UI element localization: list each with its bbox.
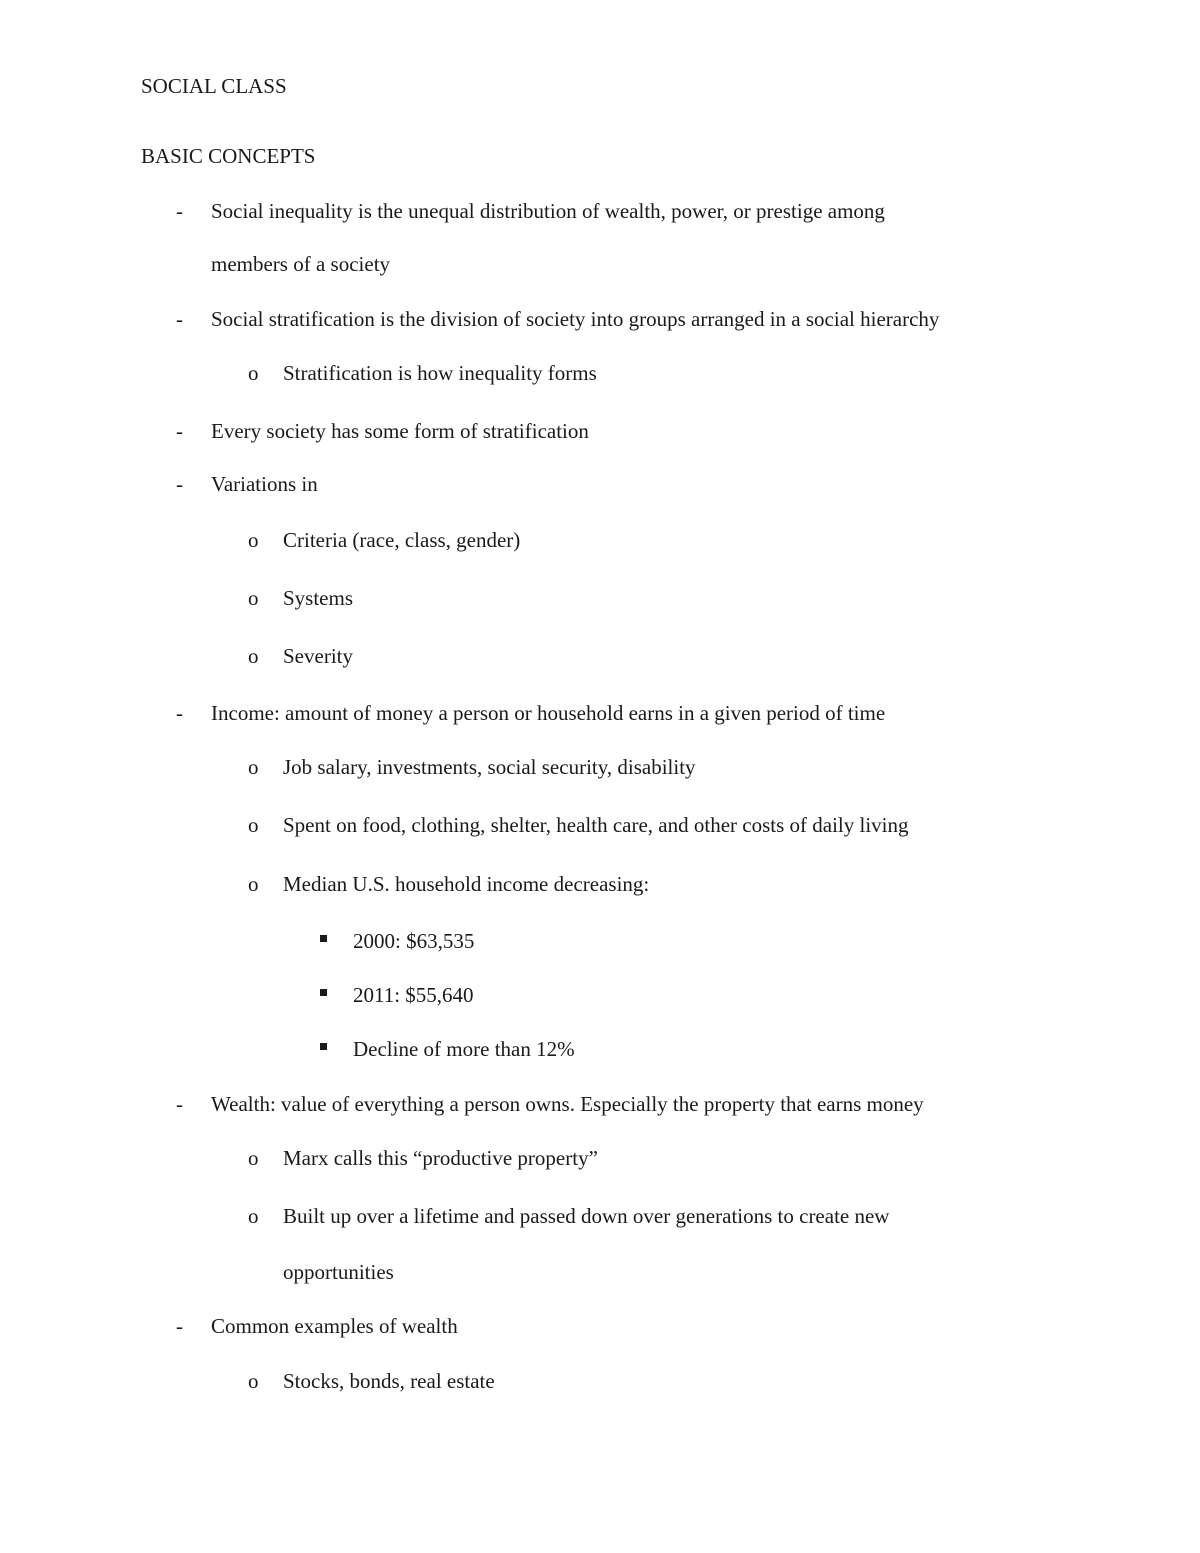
circle-bullet: o bbox=[248, 755, 259, 779]
circle-bullet: o bbox=[248, 1146, 259, 1170]
list-item-common-examples: Common examples of wealth bbox=[211, 1314, 458, 1338]
dash-bullet: - bbox=[176, 1314, 183, 1338]
square-bullet bbox=[320, 935, 327, 942]
square-bullet bbox=[320, 989, 327, 996]
sub-item-built-up-continued: opportunities bbox=[283, 1260, 394, 1284]
section-heading: BASIC CONCEPTS bbox=[141, 144, 316, 168]
sub-sub-item-2011: 2011: $55,640 bbox=[353, 983, 474, 1007]
list-item-social-inequality-continued: members of a society bbox=[211, 252, 391, 276]
dash-bullet: - bbox=[176, 1092, 183, 1116]
sub-item-stratification-inequality: Stratification is how inequality forms bbox=[283, 361, 597, 385]
circle-bullet: o bbox=[248, 586, 259, 610]
sub-item-systems: Systems bbox=[283, 586, 354, 610]
dash-bullet: - bbox=[176, 472, 183, 496]
document-title: SOCIAL CLASS bbox=[141, 74, 287, 98]
sub-item-severity: Severity bbox=[283, 644, 353, 668]
sub-sub-item-decline: Decline of more than 12% bbox=[353, 1037, 575, 1061]
list-item-variations: Variations in bbox=[211, 472, 318, 496]
dash-bullet: - bbox=[176, 199, 183, 223]
sub-item-spent-on: Spent on food, clothing, shelter, health care, and other costs of daily living bbox=[283, 813, 909, 837]
sub-item-median-income: Median U.S. household income decreasing: bbox=[283, 872, 650, 896]
circle-bullet: o bbox=[248, 528, 259, 552]
circle-bullet: o bbox=[248, 1204, 259, 1228]
dash-bullet: - bbox=[176, 419, 183, 443]
circle-bullet: o bbox=[248, 644, 259, 668]
circle-bullet: o bbox=[248, 361, 259, 385]
list-item-income: Income: amount of money a person or household earns in a given period of time bbox=[211, 701, 886, 725]
sub-item-marx: Marx calls this “productive property” bbox=[283, 1146, 598, 1170]
sub-item-built-up: Built up over a lifetime and passed down over generations to create new bbox=[283, 1204, 890, 1228]
list-item-social-inequality: Social inequality is the unequal distribution of wealth, power, or prestige among bbox=[211, 199, 885, 223]
sub-item-stocks: Stocks, bonds, real estate bbox=[283, 1369, 495, 1393]
list-item-wealth: Wealth: value of everything a person owns. Especially the property that earns money bbox=[211, 1092, 924, 1116]
dash-bullet: - bbox=[176, 307, 183, 331]
list-item-social-stratification: Social stratification is the division of society into groups arranged in a social hierarchy bbox=[211, 307, 940, 331]
list-item-every-society: Every society has some form of stratification bbox=[211, 419, 589, 443]
circle-bullet: o bbox=[248, 872, 259, 896]
sub-sub-item-2000: 2000: $63,535 bbox=[353, 929, 475, 953]
sub-item-criteria: Criteria (race, class, gender) bbox=[283, 528, 521, 552]
circle-bullet: o bbox=[248, 813, 259, 837]
circle-bullet: o bbox=[248, 1369, 259, 1393]
sub-item-job-salary: Job salary, investments, social security, disability bbox=[283, 755, 696, 779]
square-bullet bbox=[320, 1043, 327, 1050]
dash-bullet: - bbox=[176, 701, 183, 725]
